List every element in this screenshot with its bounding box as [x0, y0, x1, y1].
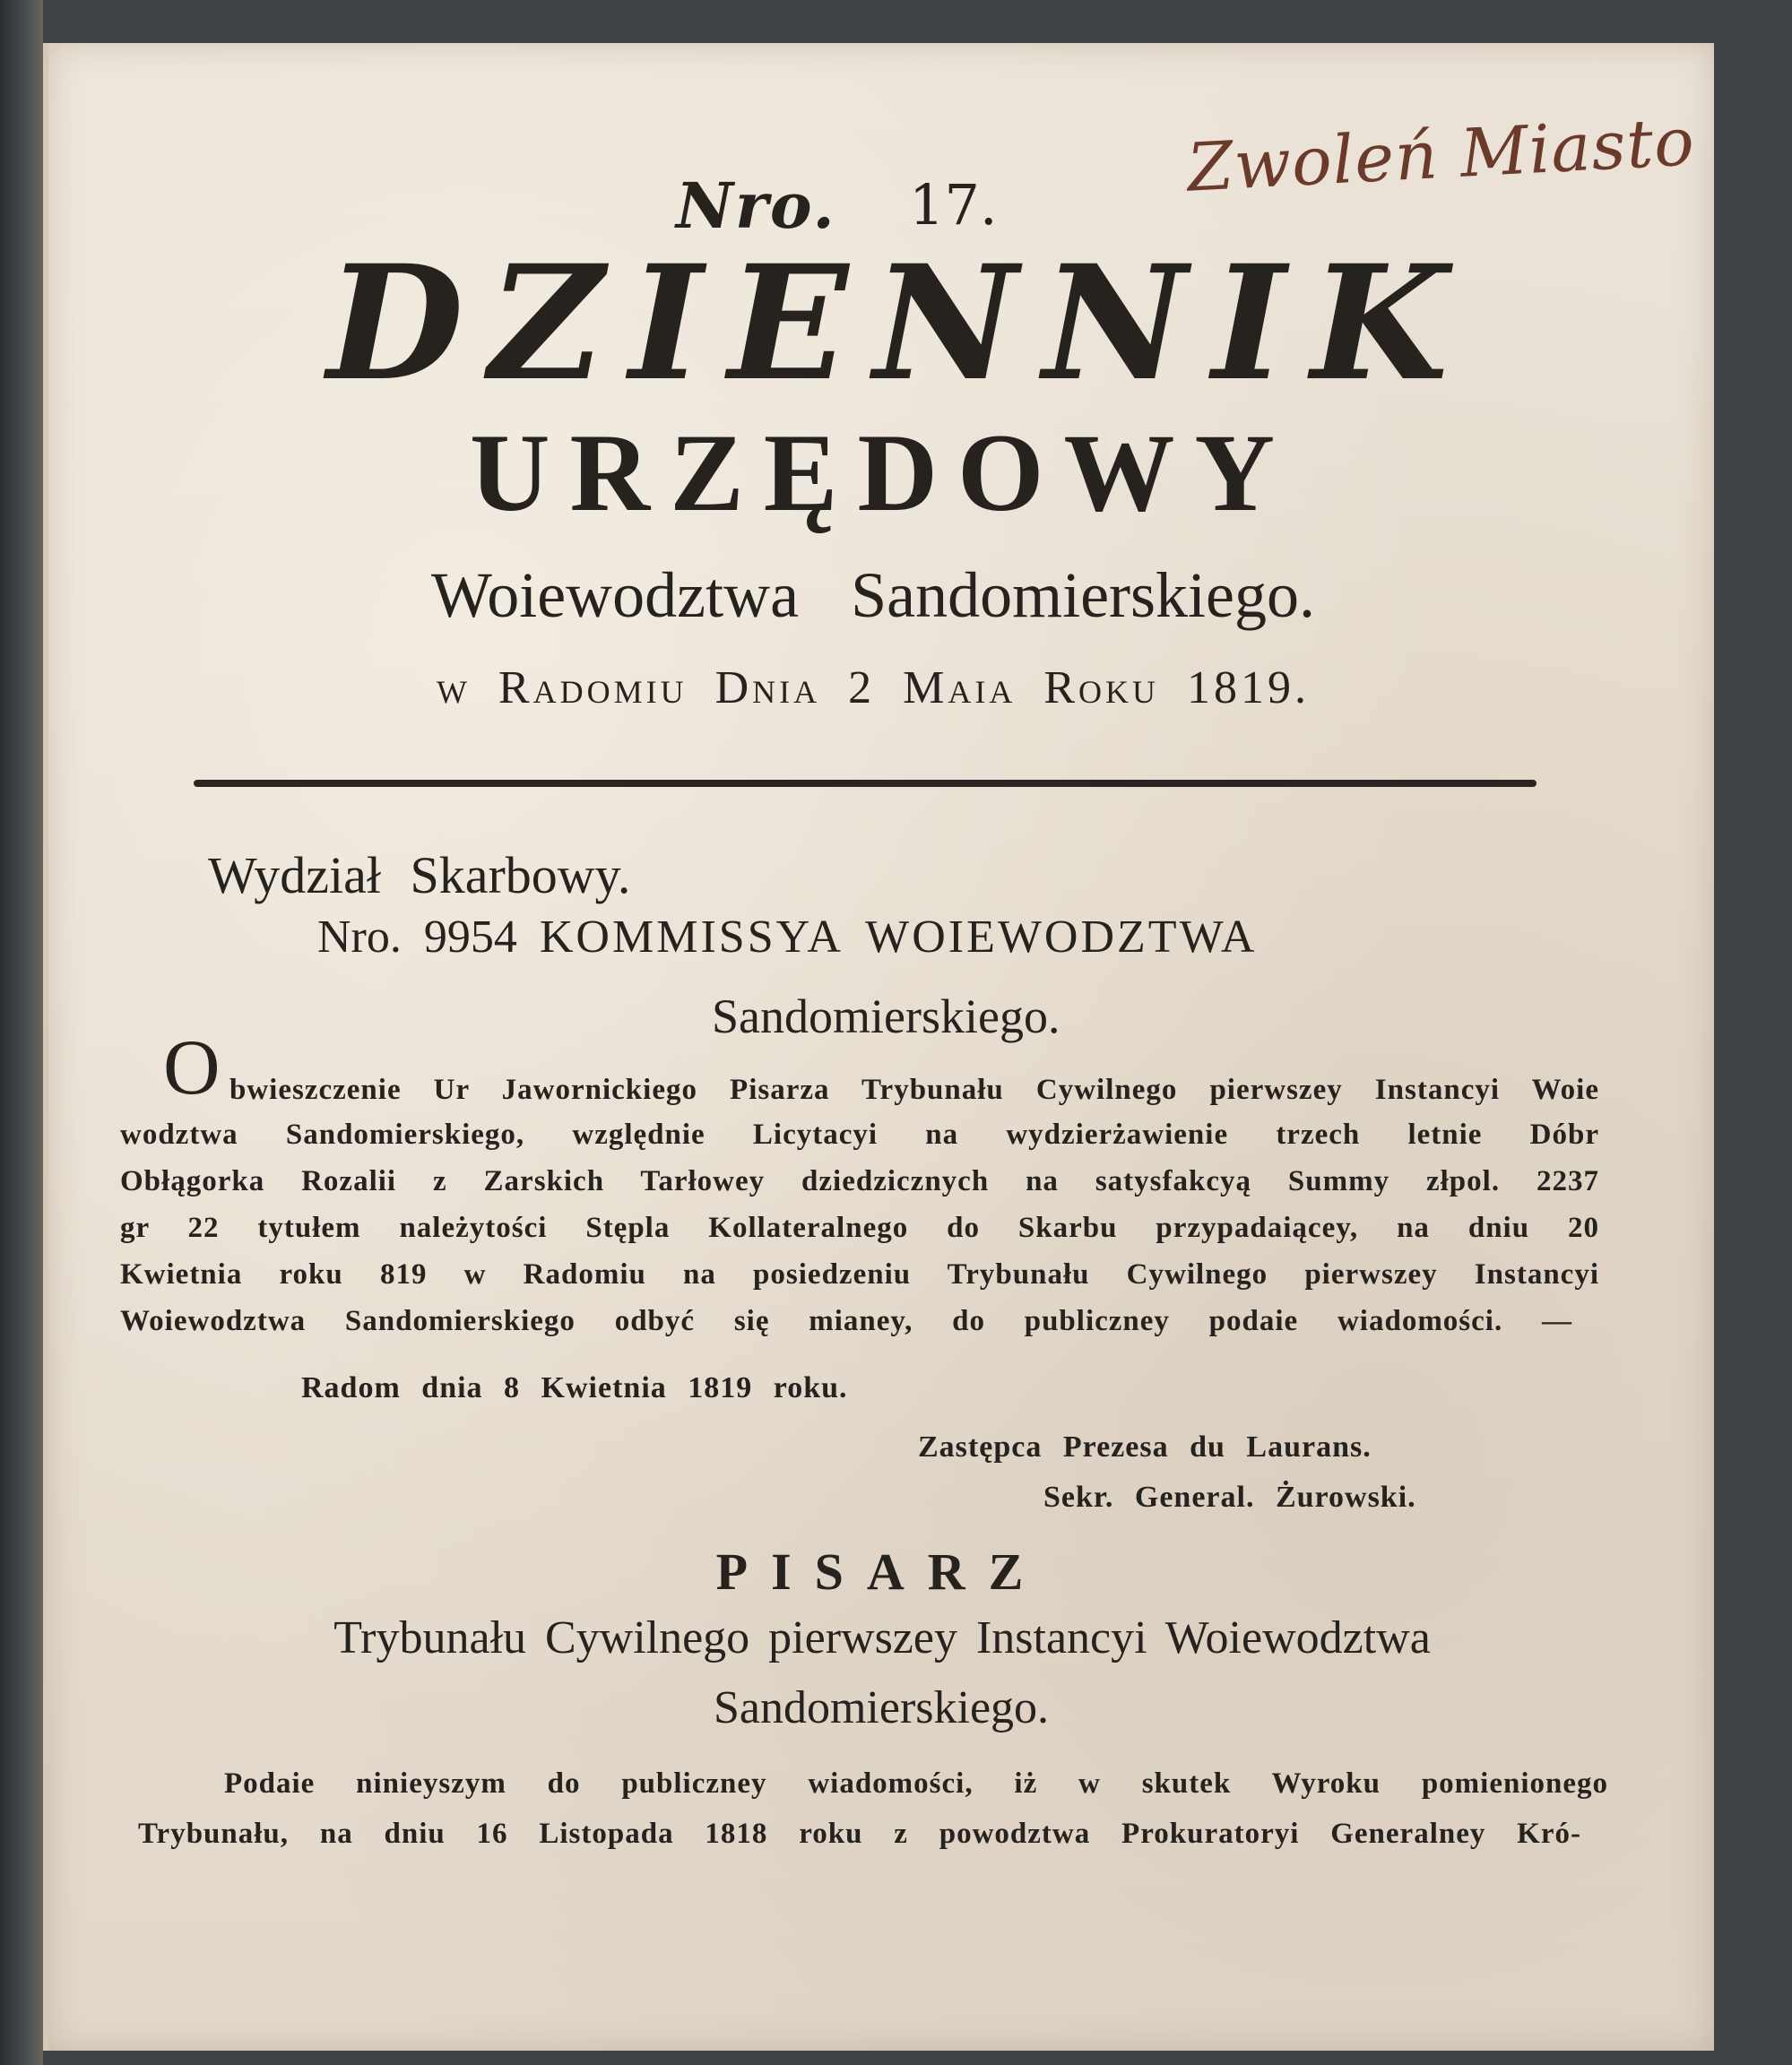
body-line-2: wodztwa Sandomierskiego, względnie Licytacyi na wydzierżawienie trzech letnie Dóbr	[120, 1119, 1599, 1151]
drop-cap: O	[163, 1024, 221, 1111]
dateline: w Radomiu Dnia 2 Maia Roku 1819.	[436, 662, 1311, 713]
body-line-1: bwieszczenie Ur Jawornickiego Pisarza Trybunału Cywilnego pierwszey Instancyi Woie	[229, 1074, 1599, 1106]
section2-subheading-line2: Sandomierskiego.	[713, 1682, 1050, 1733]
body-line-5: Kwietnia roku 819 w Radomiu na posiedzeniu Trybunału Cywilnego pierwszey Instancyi	[120, 1258, 1599, 1291]
issue-label: Nro.	[676, 168, 836, 243]
order-number: Nro. 9954	[317, 912, 517, 963]
section2-heading: PISARZ	[715, 1542, 1047, 1601]
place-date: Radom dnia 8 Kwietnia 1819 roku.	[301, 1371, 848, 1404]
header-divider	[194, 780, 1537, 787]
section2-line-1: Podaie ninieyszym do publiczney wiadomości, iż w skutek Wyroku pomienionego	[224, 1767, 1608, 1800]
department-heading: Wydział Skarbowy.	[208, 846, 631, 904]
handwritten-note: Zwoleń Miasto	[1185, 103, 1697, 207]
body-line-3: Obłągorka Rozalii z Zarskich Tarłowey dziedzicznych na satysfakcyą Summy złpol. 2237	[120, 1165, 1599, 1197]
newspaper-subtitle: URZĘDOWY	[469, 411, 1295, 534]
section2-subheading: Trybunału Cywilnego pierwszey Instancyi Woiewodztwa	[333, 1612, 1431, 1663]
authority-line2: Sandomierskiego.	[712, 989, 1060, 1043]
voivodeship-line: Woiewodztwa Sandomierskiego.	[431, 559, 1315, 631]
commission-heading	[317, 911, 1257, 963]
scan-binding-edge	[0, 0, 43, 2065]
body-line-6: Woiewodztwa Sandomierskiego odbyć się mianey, do publiczney podaie wiadomości. —	[120, 1305, 1572, 1337]
authority-name: KOMMISSYA WOIEWODZTWA	[539, 912, 1258, 963]
signature-deputy: Zastępca Prezesa du Laurans.	[918, 1430, 1372, 1464]
newspaper-title: DZIENNIK	[326, 230, 1474, 416]
newspaper-page	[43, 43, 1714, 2051]
body-line-4: gr 22 tytułem należytości Stępla Kollateralnego do Skarbu przypadaiącey, na dniu 20	[120, 1212, 1599, 1244]
section2-line-2: Trybunału, na dniu 16 Listopada 1818 roku z powodztwa Prokuratoryi Generalney Kró-	[138, 1818, 1581, 1850]
signature-secretary: Sekr. General. Żurowski.	[1043, 1481, 1416, 1514]
issue-number: 17.	[909, 172, 998, 238]
